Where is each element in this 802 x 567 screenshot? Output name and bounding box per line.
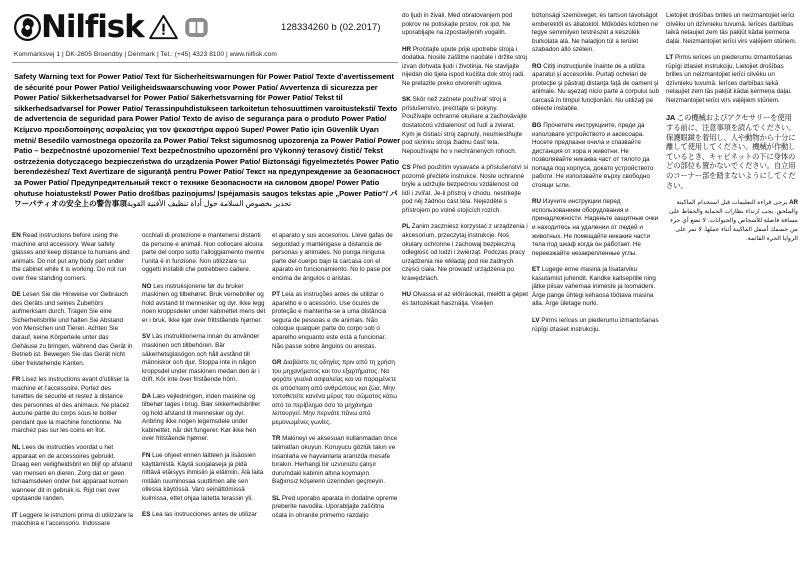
brand-name: Nilfisk	[41, 8, 144, 45]
instruction-entry	[666, 113, 798, 190]
language-code: EN	[12, 232, 21, 239]
instruction-text: Skôr než začnete používať stroj a príslušenstvo, prečítajte si pokyny. Používajte ochranné okuliare a zachovávajte dostatočnú vzdialenosť od ľudí a zvierat. Kým je čistiaci stroj zapnutý, neumiestňujte pod skrinku stroja žiadnu časť tela. Nepoužívajte ho v nechránených rohoch.	[402, 96, 527, 155]
instruction-text: biztonsági szemüveget, és tartson távolságot emberektől és állatoktól. Működés közben ne tegye semmilyen testrészét a készülék burkolata alá. Ne haladjon túl a terület szabadon álló szélein.	[532, 12, 659, 54]
instruction-entry	[532, 12, 660, 55]
language-code: LV	[532, 316, 540, 324]
instruction-column-1	[12, 232, 134, 537]
instruction-entry	[532, 266, 660, 309]
instruction-text: Прочетете инструкциите, преди да използвате устройството и аксесоара. Носете предпазни очила и спазвайте дистанция от хора и животни. Не позволявайте никаква част от тялото да попада под корпуса, докато устройството работи. Не използвайте върху свободно стоящи ъгли.	[532, 122, 654, 189]
instruction-text: يرجى قراءة التعليمات قبل استخدام الماكينة والملحق. يجب ارتداء نظارات الحماية والحفاظ على مسافة فاصلة للأشخاص والحيوانات. لا تضع أي جزء من جسمك أسفل الماكينة أثناء عملها. لا تمر على الزوايا الحرة القائمة.	[668, 199, 798, 243]
instruction-entry	[402, 223, 528, 283]
instruction-text: この機械およびアクセサリーを使用する前に、注意事項を読んでください。保護眼鏡を着用し、人や動物から十分に離して使用してください。機械が作動しているとき、キャビネットの下に身体のどの部位も置かないでください。自立用のコーナー部を踏まないようにしてください。	[666, 113, 796, 190]
instruction-text: Pred uporabo aparata in dodatne opreme preberite navodila. Uporabljajte zaščitna očala in ohranite primerno razdaljo	[272, 494, 398, 519]
instruction-text: Lisez les instructions avant d’utiliser la machine et l’accessoire. Portez des lunettes de sécurité et restez à distance des personnes et des animaux. Ne placez aucune partie du corps sous le boîtier pendant que la machine fonctionne. Ne marchez pas sur les coins en îlot.	[12, 376, 130, 435]
language-code: CS	[402, 164, 411, 172]
instruction-text: Lees de instructies voordat u het apparaat en de accessoires gebruikt. Draag een veiligheidsbril en blijf op afstand van mensen en dieren. Zorg dat er geen lichaamsdelen onder het apparaat komen wanneer dit in gebruik is. Rijd niet over opstaande randen.	[12, 444, 133, 503]
language-code: DA	[142, 392, 152, 400]
instruction-text: Leggere le istruzioni prima di utilizzare la macchina e l’accessorio. Indossare	[12, 511, 134, 528]
instruction-text: do ljudi in živali. Med obratovanjem pod pokrov ne potiskajte prstov, rok ipd. Ne uporabljajte na izpostavljenih vogalih.	[402, 12, 513, 37]
instruction-entry	[666, 54, 798, 105]
instruction-entry	[532, 198, 660, 258]
language-code: NL	[12, 444, 21, 452]
instruction-column-3	[272, 232, 398, 528]
instruction-entry	[142, 232, 266, 275]
language-code: FR	[12, 376, 21, 384]
instruction-text: el aparato y sus accesorios. Lleve gafas de seguridad y manténgase a distancia de personas y animales. No ponga ninguna parte del cuerpo bajo la carcasa con el aparato en funcionamiento. No lo pase por encima de ángulos o aristas.	[272, 232, 393, 282]
instruction-text: Pirms ierīces un piederumu izmantošanas rūpīgi izlasiet instrukciju. Lietojiet drošības brilles un neizmantojiet ierīci cilvēku un dzīvnieku tuvumā. Ierīces darbības laikā nelaujiet zem tās pakļūt kādai ķermeņa daļai. Neizmantojiet ierīci virs vaļējiem stūriem.	[666, 54, 793, 104]
language-code: BG	[532, 122, 542, 130]
instruction-text: Pirms ierīces un piederumu izmantošanas rūpīgi izlasiet instrukciju.	[532, 316, 659, 333]
instruction-entry	[142, 333, 266, 384]
document-number: 128334260 b (02.2017)	[281, 21, 381, 32]
instruction-entry	[402, 164, 528, 215]
instruction-entry	[532, 317, 660, 334]
language-code: GR	[272, 359, 282, 367]
safety-warning-title-arabic-2: أداة تنظيف الأفنية القوية	[126, 199, 202, 209]
instruction-column-5	[532, 12, 660, 342]
instruction-text: Read instructions before using the machine and accessory. Wear safety glasses and keep distance to humans and animals. Do not put any body part under the cabinet while it is working. Do not run over free standing corners.	[12, 232, 130, 282]
instruction-text: Pročitajte upute prije upotrebe stroja i dodatka. Nosite zaštitne naočale i držite stroj izvan dohvata ljudi i životinja. Ne stavljajte nijedan dio tijela ispod kućišta dok stroj radi. Ne prelazite preko otvorenih uglova.	[402, 45, 527, 87]
instruction-entry	[272, 232, 398, 283]
instruction-entry	[272, 291, 398, 351]
safety-warning-title-japanese: パワーパティオの安全上の警告事項	[14, 188, 398, 209]
instruction-entry	[532, 122, 660, 190]
instruction-entry	[272, 359, 398, 427]
language-code: SL	[272, 494, 281, 502]
language-code: JA	[666, 113, 676, 123]
instruction-entry	[402, 291, 528, 308]
instruction-entry	[142, 283, 266, 326]
company-address: Kommarksvej 1 | DK-2605 Broendby | Denmark | Tel.: (+45) 4323 8100 | www.nilfisk.com	[14, 51, 277, 58]
instruction-text: Διαβάστε τις οδηγίες πριν από τη χρήση του μηχανήματος και του εξαρτήματος. Να φοράτε γυαλιά ασφαλείας και να παραμένετε σε απόσταση από ανθρώπους και ζώα. Μην τοποθετείτε κανένα μέρος του σώματος κάτω από το περίβλημα όσο το μηχάνημα λειτουργεί. Μην περνάτε πάνω από μεμονωμένες γωνίες.	[272, 359, 397, 426]
language-code: SV	[142, 333, 151, 341]
instruction-entry	[402, 12, 528, 38]
instruction-text: Läs instruktionerna innan du använder maskinen och tillbehören. Bär säkerhetsglasögon och håll avstånd till människor och djur. Stoppa inte in någon kroppsdel under maskinen medan den är i drift. Kör inte över fristående hörn.	[142, 333, 260, 384]
instruction-entry	[532, 63, 660, 114]
instruction-entry	[142, 511, 266, 520]
instruction-entry	[272, 495, 398, 521]
language-code: TR	[272, 435, 281, 443]
instruction-entry	[12, 512, 134, 529]
instruction-column-4	[402, 12, 528, 316]
safety-warning-title-arabic-1: تحذير بخصوص السلامة حول	[203, 199, 292, 209]
language-code: AR	[789, 199, 798, 207]
instruction-text: Před použitím vysavače a příslušenství si pozorně přečtěte instrukce. Noste ochranné brýle a udržujte bezpečnou vzdálenost od lidí i zvířat. Je-li přístroj v chodu, nestrkejte pod něj žádnou část těla. Nejezděte s přístrojem po volně stojících rozích.	[402, 164, 528, 214]
instruction-text: Lugege enne masina ja lisatarviku kasutamist juhendit. Kandke kaitseprille ning jätke piisav vahemaa inimeste ja loomadeni. Ärge pange ühtegi kehaosa töötava masina alla. Ärge ületage nurki.	[532, 266, 656, 308]
language-code: FN	[142, 452, 151, 460]
instruction-entry	[12, 232, 134, 283]
instruction-entry	[12, 444, 134, 504]
instruction-text: Lesen Sie die Hinweise vor Gebrauch des Geräts und seines Zubehörs aufmerksam durch. Tragen Sie eine Sicherheitsbrille und halten Sie Abstand von Menschen und Tieren. Achten Sie darauf, keine Körperteile unter das Gehäuse zu bringen, während das Gerät in Betrieb ist. Bewegen Sie das Gerät nicht über freistehende Kanten.	[12, 291, 133, 367]
instruction-text: Lue ohjeet ennen laitteen ja lisäosien käyttämistä. Käytä suojalaseja ja pidä riittävä etäisyys ihmisiin ja eläimiin. Älä laita mitään ruuminosaa suuttimen alle sen ollessa käytössä. Varo seinättömissä kulmissa, ettet ohjaa laitetta terassin yli.	[142, 452, 264, 502]
instruction-column-2	[142, 232, 266, 528]
language-code: DE	[12, 291, 21, 299]
instruction-text: Læs vejledningen, inden maskine og tilbehør tages i brug. Bær sikkerhedsbriller og hold afstand til mennesker og dyr. Anbring ikke nogen legemsdele under kabinettet, når det fungerer. Kør ikke hen over fritstående hjørner.	[142, 392, 261, 443]
instruction-column-6	[666, 12, 798, 251]
instruction-text: Leia as instruções antes de utilizar o aparelho e o acessório. Use óculos de proteção e mantenha-se a uma distância segura de pessoas e de animais. Não coloque qualquer parte do corpo sob o aparelho enquanto este está a funcionar. Não passe sobre ângulos ou arestas.	[272, 291, 387, 350]
language-code: HR	[402, 45, 412, 53]
language-code: NO	[142, 282, 152, 290]
instruction-text: Makineyi ve aksesuarı kullanmadan önce talimatları okuyun. Koruyucu gözlük takın ve insanlarla ve hayvanlarla aranızda mesafe bırakın. Herhangi bir uzvunuzu çalışır durumdaki kabinin altına koymayın. Bağımsız köşelerin üzerinden geçmeyin.	[272, 435, 398, 486]
instruction-text: Изучите инструкции перед использованием оборудования и принадлежности. Наденьте защитные очки и находитесь на удалении от людей и животных. Не помещайте никакие части тела под шкаф когда он работает. Не переезжайте незакрепленные углы.	[532, 198, 659, 257]
language-code: RO	[532, 62, 542, 70]
instruction-entry	[272, 435, 398, 486]
language-code: PT	[272, 291, 281, 299]
instruction-entry	[666, 12, 798, 46]
instruction-text: Lietojiet drošības brilles un neizmantojiet ierīci cilvēku un dzīvnieku tuvumā. Ierīces darbības laikā nelaujiet zem tās pakļūt kādai ķermeņa daļai. Neizmantojiet ierīci virs vaļējiem stūriem.	[666, 12, 797, 45]
instruction-entry	[12, 376, 134, 436]
instruction-entry	[402, 96, 528, 156]
language-code: IT	[12, 511, 18, 519]
language-code: RU	[532, 198, 542, 206]
instruction-text: Zanim zaczniesz korzystać z urządzenia i akcesorium, przeczytaj instrukcje. Noś okulary ochronne i zachowaj bezpieczną odległość od ludzi i zwierząt. Podczas pracy urządzenia nie wkładaj pod nie żadnych części ciała. Nie prowadź urządzenia po krawędziach.	[402, 223, 528, 282]
language-code: LT	[666, 54, 674, 62]
language-code: PL	[402, 223, 411, 231]
instruction-entry	[666, 198, 798, 243]
instruction-entry	[402, 46, 528, 89]
safety-warning-title-latin: Safety Warning text for Power Patio/ Text für Sicherheitswarnungen für Power Patio/ Texte d’avertissement de sécurité pour Power Patio/ Veiligheidswaarschuwing voor Power Patio/ Avvertenza di sicurezza per Power Patio/ Sikkerhetsadvarsel for Power Patio/ Säkerhetsvarning för Power Patio/ Tekst til sikkerhedsadvarsel for Power Patio/ Terassinpuhdistukseen tarkoitetun tehosuuttimen varoitusteksti/ Texto de advertencia de seguridad para Power Patio/ Texto de aviso de segurança para o produto Power Patio/ Κείμενο προειδοποίησης ασφαλείας για τον ψεκαστήρα αφρού Super/ Power Patio için Güvenlik Uyarı metni/ Besedilo varnostnega opozorila za Power Patio/ Tekst sigumosnog upozorenja za Power Patio/ Power Patio – bezpečnostné upozornenie/ Text bezpečnostního upozornění pro Výkonný terasový čistič/ Tekst ostrzeżenia dotyczącego bezpieczeństwa do urządzenia Power Patio/ Biztonsági figyelmeztetés Power Patio berendezéshez/ Text Avertizare de siguranţă pentru Power Patio/ Текст на предупреждение за безопасност за Power Patio/ Предупредительный текст о технике безопасности на силовом дворе/ Power Patio ohutuse hoiatustekst/ Power Patio drošības paziņojums/ Įspėjamasis saugos tekstas apie „Power Patio“/	[14, 72, 401, 198]
instruction-text: Olvassa el az előírásokat, mielőtt a gépet és tartozékait használja. Viseljen	[402, 291, 529, 307]
instruction-entry	[142, 452, 266, 503]
instruction-text: Citiţi instrucţiunile înainte de a utiliza aparatul şi accesoriile. Purtaţi ochelari de protecţie şi păstraţi distanţa faţă de oameni şi animale. Nu aşezaţi nicio parte a corpului sub carcasă în timpul funcţionării. Nu utilizaţi pe obiecte instabile.	[532, 62, 660, 113]
language-code: SK	[402, 96, 411, 104]
instruction-entry	[142, 393, 266, 444]
instruction-text: occhiali di protezione e mantenersi distanti da persone e animali. Non collocare alcuna parte del corpo sotto l’alloggiamento mentre l’unità è in funzione. Non utilizzare su oggetti instabili che potrebbero cadere.	[142, 232, 265, 274]
language-code: ET	[532, 266, 541, 274]
instruction-text: Les instruksjonene før du bruker maskinen og tilbehøret. Bruk vernebriller og hold avstand til mennesker og dyr. Ikke legg noen kroppsdeler under kabinettet mens det er i bruk. Ikke kjør over frittstående hjørner.	[142, 282, 266, 324]
language-code: ES	[142, 511, 151, 519]
instruction-text: Lea las instrucciones antes de utilizar	[152, 511, 257, 519]
language-code: HU	[402, 291, 412, 299]
instruction-columns	[12, 0, 798, 567]
instruction-entry	[12, 291, 134, 368]
